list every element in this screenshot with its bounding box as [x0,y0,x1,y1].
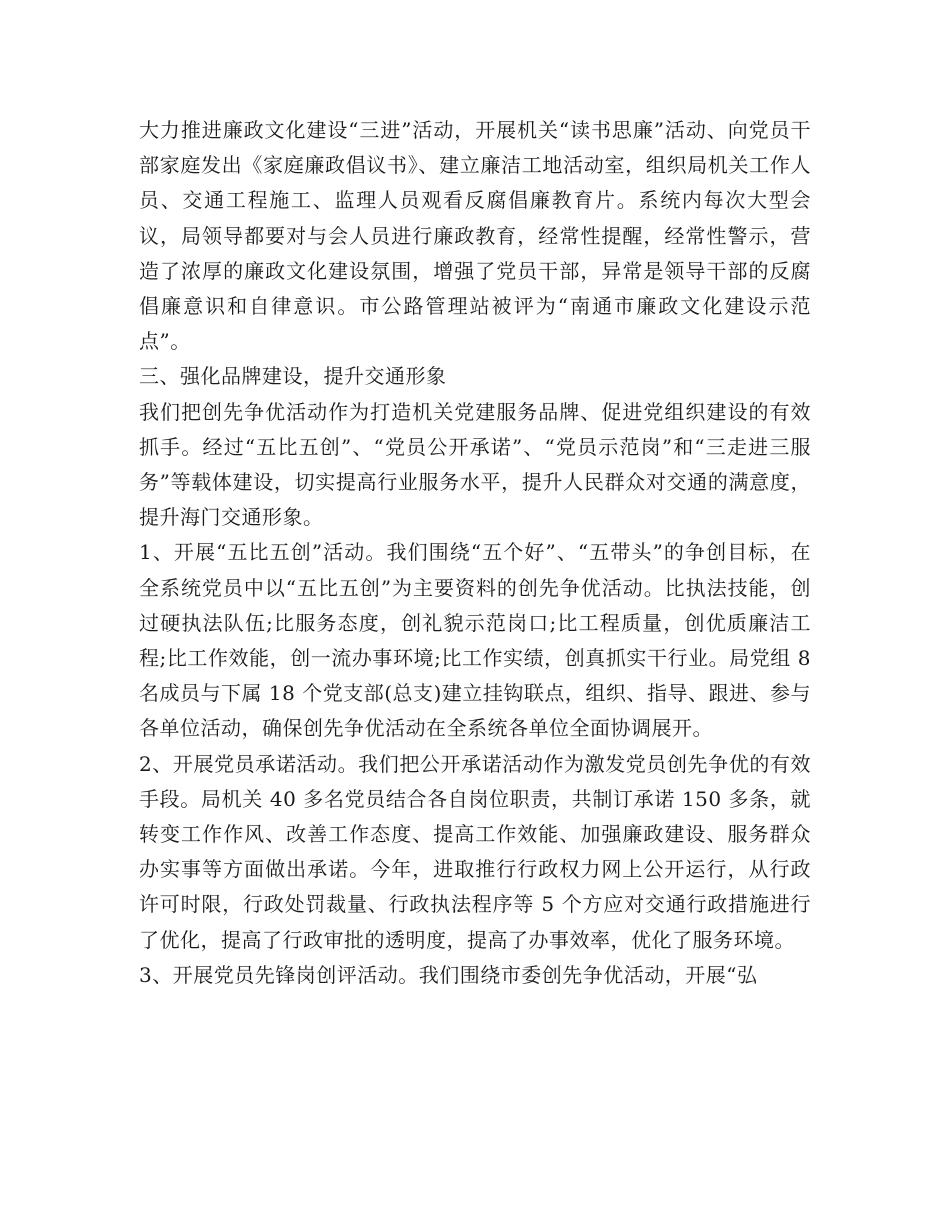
paragraph-item-1-five-compare: 1、开展“五比五创”活动。我们围绕“五个好”、“五带头”的争创目标，在全系统党员中以“五比五创”为主要资料的创先争优活动。比执法技能，创过硬执法队伍;比服务态度，创礼貌示范岗口;比工程质量，创优质廉洁工程;比工作效能，创一流办事环境;比工作实绩，创真抓实干行业。局党组 8 名成员与下属 18 个党支部(总支)建立挂钩联点，组织、指导、跟进、参与各单位活动，确保创先争优活动在全系统各单位全面协调展开。 [139,540,811,741]
paragraph-integrity-culture: 大力推进廉政文化建设“三进”活动，开展机关“读书思廉”活动、向党员干部家庭发出《家庭廉政倡议书》、建立廉洁工地活动室，组织局机关工作人员、交通工程施工、监理人员观看反腐倡廉教育片。系统内每次大型会议，局领导都要对与会人员进行廉政教育，经常性提醒，经常性警示，营造了浓厚的廉政文化建设氛围，增强了党员干部，异常是领导干部的反腐倡廉意识和自律意识。市公路管理站被评为“南通市廉政文化建设示范点”。 [139,118,811,354]
paragraph-item-3-vanguard-post: 3、开展党员先锋岗创评活动。我们围绕市委创先争优活动，开展“弘 [139,962,758,987]
paragraph-item-2-party-pledge: 2、开展党员承诺活动。我们把公开承诺活动作为激发党员创先争优的有效手段。局机关 40 多名党员结合各自岗位职责，共制订承诺 150 多条，就转变工作作风、改善工作态度、提高工作效能、加强廉政建设、服务群众办实事等方面做出承诺。今年，进取推行行政权力网上公开运行，从行政许可时限，行政处罚裁量、行政执法程序等 5 个方应对交通行政措施进行了优化，提高了行政审批的透明度，提高了办事效率，优化了服务环境。 [139,751,811,952]
section-heading-brand-building: 三、强化品牌建设，提升交通形象 [139,364,447,389]
paragraph-brand-intro: 我们把创先争优活动作为打造机关党建服务品牌、促进党组织建设的有效抓手。经过“五比五创”、“党员公开承诺”、“党员示范岗”和“三走进三服务”等载体建设，切实提高行业服务水平，提升人民群众对交通的满意度，提升海门交通形象。 [139,399,811,530]
document-body [139,113,811,993]
